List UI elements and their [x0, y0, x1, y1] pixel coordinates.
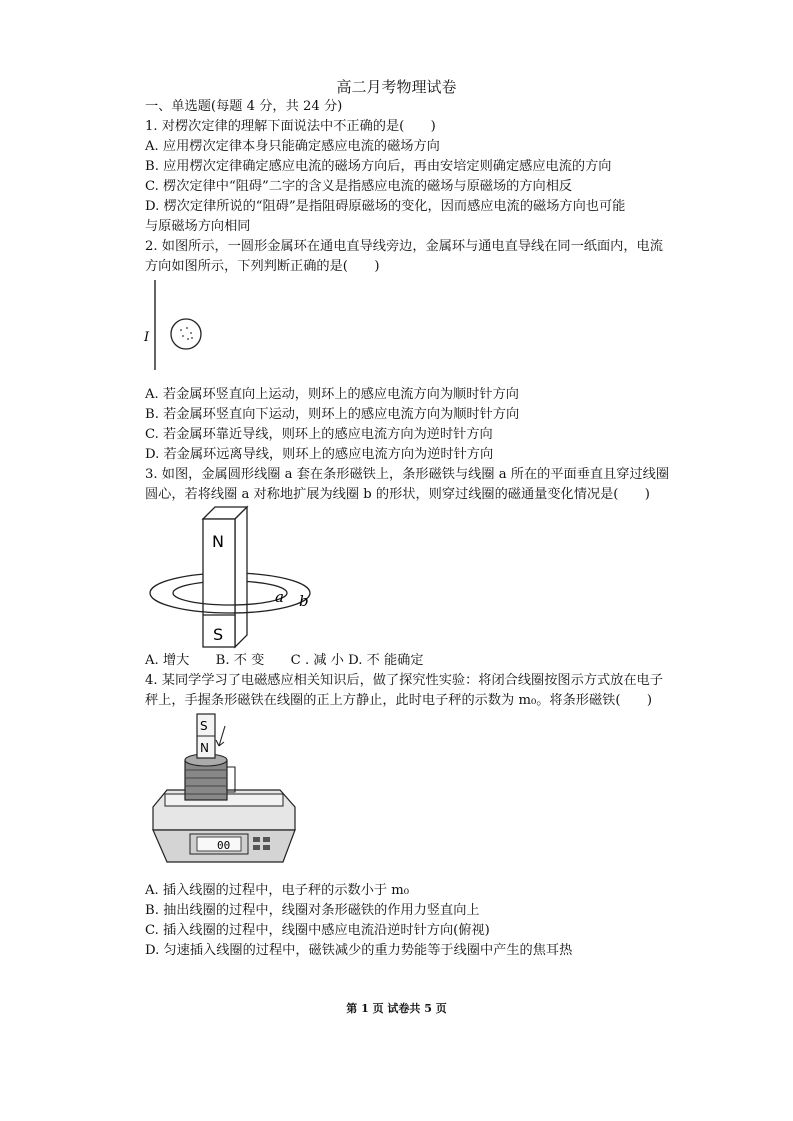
- q1-option-d-line2: 与原磁场方向相同: [145, 219, 251, 234]
- magnet-north-label: N: [200, 741, 209, 755]
- q2-stem-line2: 方向如图所示，下列判断正确的是( ): [145, 259, 380, 274]
- q1-stem: 1. 对楞次定律的理解下面说法中不正确的是( ): [145, 119, 436, 134]
- q1-option-a: A. 应用楞次定律本身只能确定感应电流的磁场方向: [145, 139, 440, 154]
- q2-option-b: B. 若金属环竖直向下运动，则环上的感应电流方向为顺时针方向: [145, 407, 520, 422]
- page-footer: 第 1 页 试卷共 5 页: [346, 1002, 447, 1015]
- q4-stem-line2: 秤上，手握条形磁铁在线圈的正上方静止，此时电子秤的示数为 m₀。将条形磁铁( ): [145, 693, 653, 708]
- q1-option-c: C. 楞次定律中“阻碍”二字的含义是指感应电流的磁场与原磁场的方向相反: [145, 179, 573, 194]
- q1-option-d-line1: D. 楞次定律所说的“阻碍”是指阻碍原磁场的变化，因而感应电流的磁场方向也可能: [145, 199, 626, 214]
- q4-option-a: A. 插入线圈的过程中，电子秤的示数小于 m₀: [145, 883, 410, 898]
- q4-figure-electronic-scale: [145, 712, 305, 877]
- coil-a-label: a: [275, 588, 284, 606]
- magnet-south-label: S: [213, 625, 224, 644]
- q2-stem-line1: 2. 如图所示，一圆形金属环在通电直导线旁边，金属环与通电直导线在同一纸面内，电流: [145, 239, 663, 254]
- q3-stem-line1: 3. 如图，金属圆形线圈 a 套在条形磁铁上，条形磁铁与线圈 a 所在的平面垂直且穿过线圈: [145, 467, 670, 482]
- q2-option-c: C. 若金属环靠近导线，则环上的感应电流方向为逆时针方向: [145, 427, 493, 442]
- exam-title: 高二月考物理试卷: [336, 78, 457, 96]
- magnet-south-label: S: [200, 719, 208, 733]
- q3-figure-magnet-and-coils: [145, 505, 320, 650]
- scale-reading: 00: [217, 839, 231, 852]
- q2-option-d: D. 若金属环远离导线，则环上的感应电流方向为逆时针方向: [145, 447, 494, 462]
- magnet-north-label: N: [212, 532, 224, 551]
- section-heading: 一、单选题(每题 4 分，共 24 分): [145, 99, 343, 114]
- q4-option-b: B. 抽出线圈的过程中，线圈对条形磁铁的作用力竖直向上: [145, 903, 480, 918]
- q1-option-b: B. 应用楞次定律确定感应电流的磁场方向后，再由安培定则确定感应电流的方向: [145, 159, 612, 174]
- q3-options: A. 增大 B. 不 变 C . 减 小 D. 不 能确定: [145, 653, 424, 668]
- q2-figure-wire-and-ring: [140, 278, 230, 373]
- q3-stem-line2: 圆心，若将线圈 a 对称地扩展为线圈 b 的形状，则穿过线圈的磁通量变化情况是( ): [145, 487, 650, 502]
- motion-arrow-icon: [216, 726, 225, 746]
- current-label: I: [144, 330, 150, 345]
- coil-b-label: b: [299, 592, 309, 610]
- q4-stem-line1: 4. 某同学学习了电磁感应相关知识后，做了探究性实验：将闭合线圈按图示方式放在电子: [145, 673, 663, 688]
- q2-option-a: A. 若金属环竖直向上运动，则环上的感应电流方向为顺时针方向: [145, 387, 519, 402]
- metal-ring: [171, 319, 201, 349]
- q4-option-c: C. 插入线圈的过程中，线圈中感应电流沿逆时针方向(俯视): [145, 923, 490, 938]
- q4-option-d: D. 匀速插入线圈的过程中，磁铁减少的重力势能等于线圈中产生的焦耳热: [145, 943, 573, 958]
